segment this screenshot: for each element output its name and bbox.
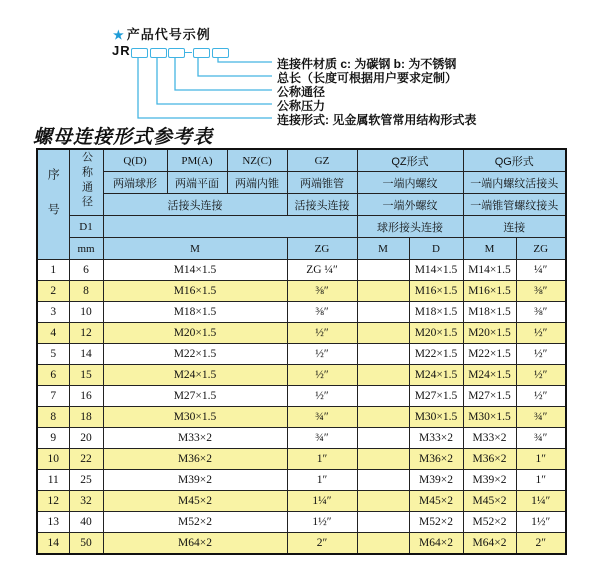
code-box-5: [212, 48, 229, 58]
cell-qg-zg: ½″: [516, 323, 566, 344]
cell-qg-m: M52×2: [463, 512, 516, 533]
cell-m: M45×2: [103, 491, 287, 512]
cell-zg: 1″: [287, 470, 357, 491]
cell-dn: 25: [69, 470, 103, 491]
code-prefix: JR: [112, 43, 131, 58]
table-row: [37, 365, 566, 386]
table-row: [37, 533, 566, 555]
cell-m: M36×2: [103, 449, 287, 470]
cell-seq: 11: [37, 470, 69, 491]
cell-qz-d: M20×1.5: [409, 323, 463, 344]
cell-seq: 3: [37, 302, 69, 323]
star-icon: ★: [113, 28, 125, 42]
cell-zg: ½″: [287, 323, 357, 344]
cell-qz-d: M33×2: [409, 428, 463, 449]
code-label-diameter: 公称通径: [277, 85, 326, 99]
table-row: [37, 407, 566, 428]
cell-m: M22×1.5: [103, 344, 287, 365]
cell-qz-d: M16×1.5: [409, 281, 463, 302]
code-dash: [184, 52, 192, 53]
table-row: [37, 386, 566, 407]
cell-m: M14×1.5: [103, 260, 287, 281]
cell-qg-zg: ½″: [516, 365, 566, 386]
header-blank-cell: [103, 216, 357, 238]
cell-qg-zg: 1″: [516, 449, 566, 470]
cell-dn: 6: [69, 260, 103, 281]
cell-seq: 13: [37, 512, 69, 533]
cell-seq: 14: [37, 533, 69, 555]
cell-dn: 18: [69, 407, 103, 428]
header-qg-desc2: 一端锥管螺纹接头: [463, 194, 566, 216]
nut-connection-reference-table: [36, 148, 567, 555]
cell-m: M20×1.5: [103, 323, 287, 344]
code-label-connection: 连接形式: 见金属软管常用结构形式表: [277, 113, 477, 127]
header-pm-desc: 两端平面: [167, 172, 227, 194]
cell-zg: ½″: [287, 365, 357, 386]
cell-seq: 4: [37, 323, 69, 344]
cell-qz-d: M27×1.5: [409, 386, 463, 407]
cell-qg-zg: 1¼″: [516, 491, 566, 512]
cell-seq: 9: [37, 428, 69, 449]
code-label-material: 连接件材质 c: 为碳钢 b: 为不锈钢: [277, 57, 457, 71]
cell-dn: 22: [69, 449, 103, 470]
cell-qg-m: M27×1.5: [463, 386, 516, 407]
code-box-1: [131, 48, 148, 58]
cell-m: M24×1.5: [103, 365, 287, 386]
table-row: [37, 344, 566, 365]
cell-m: M39×2: [103, 470, 287, 491]
table-row: [37, 512, 566, 533]
cell-seq: 1: [37, 260, 69, 281]
cell-zg: ⅜″: [287, 281, 357, 302]
product-code-example-title: [113, 24, 211, 43]
header-nz-desc: 两端内锥: [227, 172, 287, 194]
cell-zg: 1½″: [287, 512, 357, 533]
cell-dn: 16: [69, 386, 103, 407]
cell-qz-m: [357, 533, 409, 555]
cell-m: M64×2: [103, 533, 287, 555]
code-box-2: [150, 48, 167, 58]
cell-qg-zg: ⅜″: [516, 302, 566, 323]
table-body: [37, 260, 566, 555]
cell-qg-zg: ⅜″: [516, 281, 566, 302]
cell-qg-zg: ¾″: [516, 428, 566, 449]
header-q-desc: 两端球形: [103, 172, 167, 194]
table-title: 螺母连接形式参考表: [33, 126, 214, 148]
header-col-q: Q(D): [103, 149, 167, 172]
cell-qz-d: M30×1.5: [409, 407, 463, 428]
cell-qz-d: M52×2: [409, 512, 463, 533]
code-box-4: [193, 48, 210, 58]
subheader-qz-d: D: [409, 238, 463, 260]
cell-qz-m: [357, 344, 409, 365]
cell-dn: 10: [69, 302, 103, 323]
table-row: [37, 302, 566, 323]
cell-qz-m: [357, 260, 409, 281]
cell-qz-m: [357, 323, 409, 344]
subheader-qg-zg: ZG: [516, 238, 566, 260]
header-qg-desc1: 一端内螺纹活接头: [463, 172, 566, 194]
cell-zg: ½″: [287, 344, 357, 365]
header-gz-desc: 两端锥管: [287, 172, 357, 194]
cell-qz-d: M18×1.5: [409, 302, 463, 323]
cell-qg-zg: ¼″: [516, 260, 566, 281]
cell-qg-m: M33×2: [463, 428, 516, 449]
cell-zg: 2″: [287, 533, 357, 555]
product-code-example-label: 产品代号示例: [126, 27, 211, 42]
cell-qz-m: [357, 302, 409, 323]
cell-m: M33×2: [103, 428, 287, 449]
cell-qg-m: M39×2: [463, 470, 516, 491]
cell-zg: ½″: [287, 386, 357, 407]
table-row: [37, 323, 566, 344]
cell-m: M27×1.5: [103, 386, 287, 407]
cell-dn: 12: [69, 323, 103, 344]
header-union-joint: 活接头连接: [103, 194, 287, 216]
cell-qz-m: [357, 407, 409, 428]
cell-m: M30×1.5: [103, 407, 287, 428]
cell-qg-zg: 1″: [516, 470, 566, 491]
cell-dn: 20: [69, 428, 103, 449]
subheader-m: M: [103, 238, 287, 260]
cell-qz-d: M36×2: [409, 449, 463, 470]
table-row: [37, 260, 566, 281]
code-box-3: [168, 48, 185, 58]
cell-qg-m: M36×2: [463, 449, 516, 470]
header-col-qg: QG形式: [463, 149, 566, 172]
cell-qz-m: [357, 470, 409, 491]
cell-zg: ¾″: [287, 407, 357, 428]
cell-zg: ZG ¼″: [287, 260, 357, 281]
cell-qg-zg: 1½″: [516, 512, 566, 533]
cell-qg-m: M30×1.5: [463, 407, 516, 428]
cell-qz-m: [357, 512, 409, 533]
cell-seq: 8: [37, 407, 69, 428]
header-qz-desc2: 一端外螺纹: [357, 194, 463, 216]
header-seq: 序号: [37, 149, 69, 260]
cell-dn: 50: [69, 533, 103, 555]
cell-qg-m: M20×1.5: [463, 323, 516, 344]
table-row: [37, 470, 566, 491]
cell-m: M52×2: [103, 512, 287, 533]
header-d1: D1: [69, 216, 103, 238]
header-col-qz: QZ形式: [357, 149, 463, 172]
cell-qz-d: M39×2: [409, 470, 463, 491]
header-dn: 公称通径: [69, 149, 103, 216]
cell-qz-m: [357, 428, 409, 449]
cell-qg-zg: ¾″: [516, 407, 566, 428]
cell-zg: 1″: [287, 449, 357, 470]
cell-dn: 15: [69, 365, 103, 386]
cell-seq: 12: [37, 491, 69, 512]
cell-qg-zg: ½″: [516, 386, 566, 407]
header-qz-desc3: 球形接头连接: [357, 216, 463, 238]
cell-m: M16×1.5: [103, 281, 287, 302]
cell-qz-d: M45×2: [409, 491, 463, 512]
cell-m: M18×1.5: [103, 302, 287, 323]
cell-dn: 40: [69, 512, 103, 533]
cell-qz-d: M22×1.5: [409, 344, 463, 365]
header-qg-desc3: 连接: [463, 216, 566, 238]
subheader-zg: ZG: [287, 238, 357, 260]
table-header: [37, 149, 566, 260]
cell-qz-m: [357, 386, 409, 407]
cell-qg-m: M14×1.5: [463, 260, 516, 281]
header-qz-desc1: 一端内螺纹: [357, 172, 463, 194]
cell-seq: 2: [37, 281, 69, 302]
cell-qg-m: M16×1.5: [463, 281, 516, 302]
cell-qg-zg: 2″: [516, 533, 566, 555]
table-row: [37, 428, 566, 449]
cell-zg: ⅜″: [287, 302, 357, 323]
cell-qg-m: M45×2: [463, 491, 516, 512]
header-gz-joint: 活接头连接: [287, 194, 357, 216]
header-col-nz: NZ(C): [227, 149, 287, 172]
header-unit: mm: [69, 238, 103, 260]
cell-qz-d: M64×2: [409, 533, 463, 555]
table-row: [37, 281, 566, 302]
cell-qg-m: M64×2: [463, 533, 516, 555]
cell-qg-m: M22×1.5: [463, 344, 516, 365]
cell-qz-d: M14×1.5: [409, 260, 463, 281]
cell-seq: 6: [37, 365, 69, 386]
cell-qz-m: [357, 491, 409, 512]
header-col-gz: GZ: [287, 149, 357, 172]
cell-seq: 7: [37, 386, 69, 407]
cell-qz-m: [357, 281, 409, 302]
cell-qz-m: [357, 365, 409, 386]
cell-dn: 8: [69, 281, 103, 302]
cell-qg-zg: ½″: [516, 344, 566, 365]
table-row: [37, 491, 566, 512]
header-col-pm: PM(A): [167, 149, 227, 172]
cell-dn: 14: [69, 344, 103, 365]
table-row: [37, 449, 566, 470]
cell-seq: 5: [37, 344, 69, 365]
subheader-qg-m: M: [463, 238, 516, 260]
cell-qz-d: M24×1.5: [409, 365, 463, 386]
code-label-length: 总长（长度可根据用户要求定制）: [277, 71, 458, 85]
cell-qz-m: [357, 449, 409, 470]
cell-qg-m: M24×1.5: [463, 365, 516, 386]
cell-dn: 32: [69, 491, 103, 512]
cell-zg: 1¼″: [287, 491, 357, 512]
subheader-qz-m: M: [357, 238, 409, 260]
cell-zg: ¾″: [287, 428, 357, 449]
cell-qg-m: M18×1.5: [463, 302, 516, 323]
cell-seq: 10: [37, 449, 69, 470]
code-label-pressure: 公称压力: [277, 99, 326, 113]
